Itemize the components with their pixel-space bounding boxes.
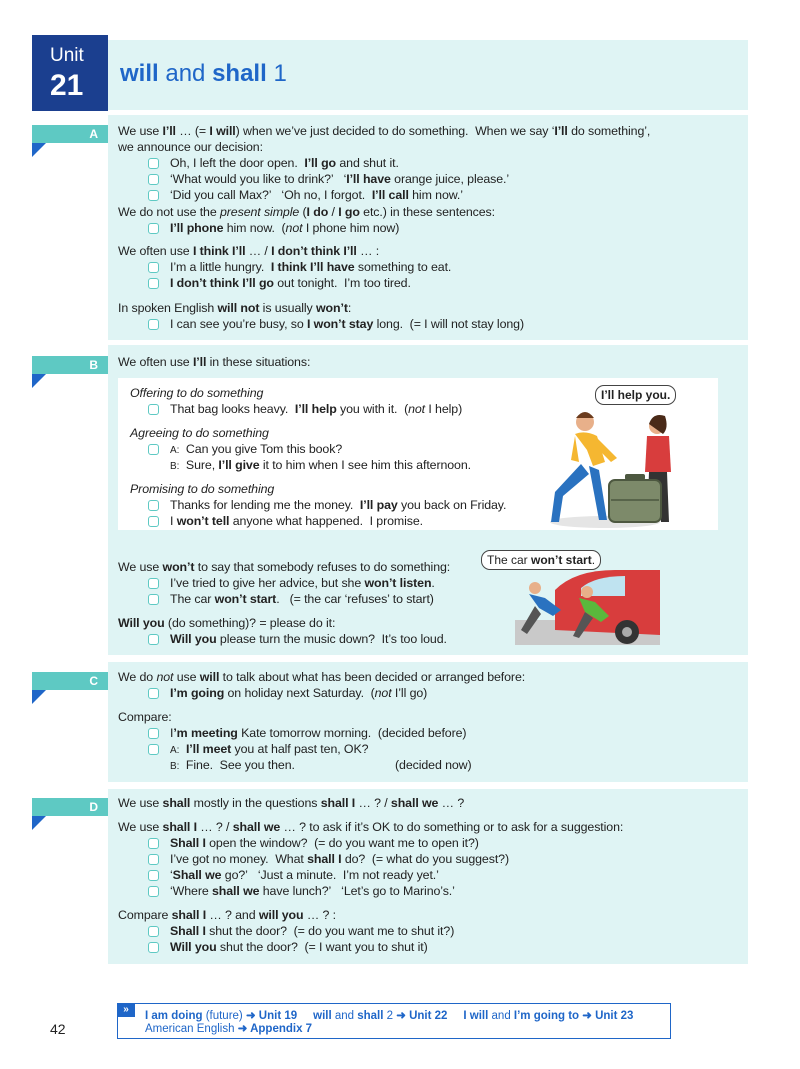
page-number: 42 <box>50 1021 66 1037</box>
text-line: In spoken English will not is usually won’t: <box>118 301 352 315</box>
bullet <box>148 578 159 589</box>
unit-number: 21 <box>50 69 84 102</box>
text-line: Will you (do something)? = please do it: <box>118 616 336 630</box>
bullet <box>148 223 159 234</box>
text-line: We use shall I … ? / shall we … ? to ask if it’s OK to do something or to ask for a suggestion: <box>118 820 624 834</box>
text-line: We do not use will to talk about what has been decided or arranged before: <box>118 670 526 684</box>
bullet <box>148 500 159 511</box>
section-d-tab: D <box>32 798 108 816</box>
example-line: I’m meeting Kate tomorrow morning. (decided before) <box>170 726 467 740</box>
subheading: Offering to do something <box>130 386 264 400</box>
bullet <box>148 838 159 849</box>
text-line: We use I’ll … (= I will) when we’ve just decided to do something. When we say ‘I’ll do something’, <box>118 124 651 138</box>
cross-reference-icon: » <box>117 1003 135 1017</box>
text-line: We do not use the present simple (I do / I go etc.) in these sentences: <box>118 205 495 219</box>
example-line: ‘What would you like to drink?’ ‘I’ll have orange juice, please.’ <box>170 172 510 186</box>
bullet <box>148 516 159 527</box>
example-line: Shall I shut the door? (= do you want me to shut it?) <box>170 924 455 938</box>
bullet <box>148 190 159 201</box>
section-b-tab: B <box>32 356 108 374</box>
bullet <box>148 278 159 289</box>
cross-reference-line-2[interactable]: American English ➜ Appendix 7 <box>145 1023 313 1035</box>
example-line: I’m a little hungry. I think I’ll have something to eat. <box>170 260 452 274</box>
unit-badge <box>32 35 108 111</box>
example-line: I’ve got no money. What shall I do? (= what do you suggest?) <box>170 852 509 866</box>
bullet <box>148 158 159 169</box>
help-illustration <box>545 400 685 530</box>
subheading: Agreeing to do something <box>130 426 269 440</box>
text-line: We use shall mostly in the questions shall I … ? / shall we … ? <box>118 796 465 810</box>
subheading: Promising to do something <box>130 482 275 496</box>
example-line: ‘Did you call Max?’ ‘Oh no, I forgot. I’ll call him now.’ <box>170 188 463 202</box>
page-title: will and shall 1 <box>120 60 287 87</box>
example-line: ‘Shall we go?’ ‘Just a minute. I’m not ready yet.’ <box>170 868 439 882</box>
bullet <box>148 634 159 645</box>
example-line: I’ve tried to give her advice, but she won’t listen. <box>170 576 435 590</box>
example-line: The car won’t start. (= the car ‘refuses’ to start) <box>170 592 434 606</box>
example-line: Oh, I left the door open. I’ll go and shut it. <box>170 156 399 170</box>
section-c-marker <box>32 690 46 704</box>
bullet <box>148 728 159 739</box>
example-line: Will you please turn the music down? It’s too loud. <box>170 632 447 646</box>
bullet <box>148 886 159 897</box>
example-line: I can see you’re busy, so I won’t stay long. (= I will not stay long) <box>170 317 524 331</box>
text-line: We often use I think I’ll … / I don’t think I’ll … : <box>118 244 380 258</box>
section-b-marker <box>32 374 46 388</box>
section-d-marker <box>32 816 46 830</box>
example-line: A: Can you give Tom this book? <box>170 442 343 456</box>
speech-bubble-help: I’ll help you. <box>595 385 676 405</box>
bullet <box>148 744 159 755</box>
cross-reference-line-1[interactable]: I am doing (future) ➜ Unit 19 will and shall 2 ➜ Unit 22 I will and I’m going to ➜ Unit 23 <box>145 1010 634 1022</box>
example-line: That bag looks heavy. I’ll help you with it. (not I help) <box>170 402 463 416</box>
speech-bubble-car: The car won’t start. <box>481 550 601 570</box>
section-a-marker <box>32 143 46 157</box>
section-c-tab: C <box>32 672 108 690</box>
example-line: ‘Where shall we have lunch?’ ‘Let’s go to Marino’s.’ <box>170 884 455 898</box>
title-bar <box>108 40 748 110</box>
bullet <box>148 444 159 455</box>
text-line: We use won’t to say that somebody refuses to do something: <box>118 560 451 574</box>
example-line: I’m going on holiday next Saturday. (not I’ll go) <box>170 686 428 700</box>
bullet <box>148 854 159 865</box>
unit-label: Unit <box>50 45 84 66</box>
text-line: Compare: <box>118 710 172 724</box>
text-line: we announce our decision: <box>118 140 263 154</box>
example-line: I don’t think I’ll go out tonight. I’m too tired. <box>170 276 411 290</box>
example-line: I won’t tell anyone what happened. I promise. <box>170 514 423 528</box>
example-note: (decided now) <box>395 758 472 772</box>
bullet <box>148 870 159 881</box>
example-line: A: I’ll meet you at half past ten, OK? <box>170 742 369 756</box>
bullet <box>148 594 159 605</box>
section-a-tab: A <box>32 125 108 143</box>
example-line: I’ll phone him now. (not I phone him now) <box>170 221 400 235</box>
bullet <box>148 942 159 953</box>
bullet <box>148 404 159 415</box>
bullet <box>148 174 159 185</box>
text-line: We often use I’ll in these situations: <box>118 355 311 369</box>
bullet <box>148 926 159 937</box>
bullet <box>148 262 159 273</box>
example-line: B: Sure, I’ll give it to him when I see him this afternoon. <box>170 458 471 472</box>
example-line: Will you shut the door? (= I want you to shut it) <box>170 940 428 954</box>
car-illustration <box>515 560 660 645</box>
text-line: Compare shall I … ? and will you … ? : <box>118 908 336 922</box>
bullet <box>148 688 159 699</box>
example-line: B: Fine. See you then. <box>170 758 295 772</box>
bullet <box>148 319 159 330</box>
example-line: Thanks for lending me the money. I’ll pay you back on Friday. <box>170 498 507 512</box>
example-line: Shall I open the window? (= do you want me to open it?) <box>170 836 479 850</box>
